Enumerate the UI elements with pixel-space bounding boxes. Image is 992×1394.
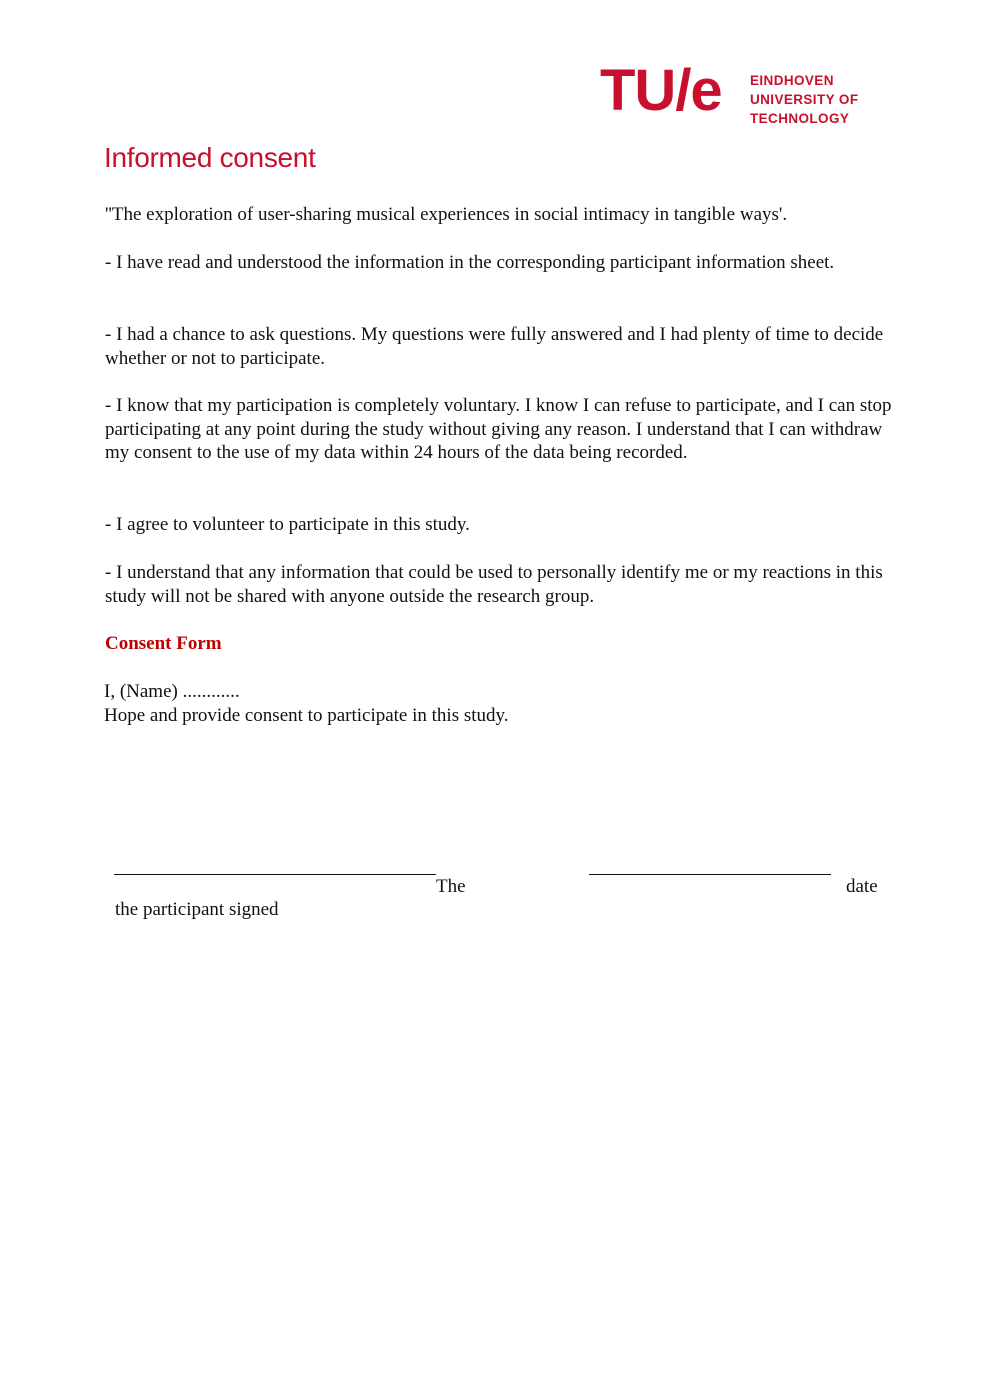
statement-questions: - I had a chance to ask questions. My questions were fully answered and I had plenty of time to decide whether or not to participate. xyxy=(105,324,884,369)
logo-mark: TU/e xyxy=(600,58,722,123)
signature-the-label: The xyxy=(436,876,466,897)
logo-line-3: TECHNOLOGY xyxy=(750,111,850,126)
signature-line xyxy=(114,874,436,875)
statement-agree: - I agree to volunteer to participate in this study. xyxy=(105,514,470,535)
date-line xyxy=(589,874,831,875)
logo-line-2: UNIVERSITY OF xyxy=(750,92,859,107)
logo-line-1: EINDHOVEN xyxy=(750,73,834,88)
document-title: Informed consent xyxy=(104,142,316,173)
study-title-paragraph: ''The exploration of user-sharing musical experiences in social intimacy in tangible ways'. xyxy=(105,204,788,225)
statement-privacy: - I understand that any information that could be used to personally identify me or my reactions in this study will not be shared with anyone outside the research group. xyxy=(105,562,883,607)
name-field-line: I, (Name) ............ xyxy=(104,681,240,702)
date-label: date xyxy=(846,876,878,897)
statement-voluntary: - I know that my participation is completely voluntary. I know I can refuse to participate, and I can stop participating at any point during the study without giving any reason. I understand that I can withdraw my consent to the use of my data within 24 hours of the data being recorded. xyxy=(105,395,892,463)
consent-form-heading: Consent Form xyxy=(105,633,222,654)
signature-caption: the participant signed xyxy=(115,899,279,920)
consent-statement: Hope and provide consent to participate in this study. xyxy=(104,705,509,726)
tue-logo xyxy=(600,58,870,128)
logo-wordmark xyxy=(750,71,858,128)
statement-read-info: - I have read and understood the information in the corresponding participant information sheet. xyxy=(105,252,835,273)
